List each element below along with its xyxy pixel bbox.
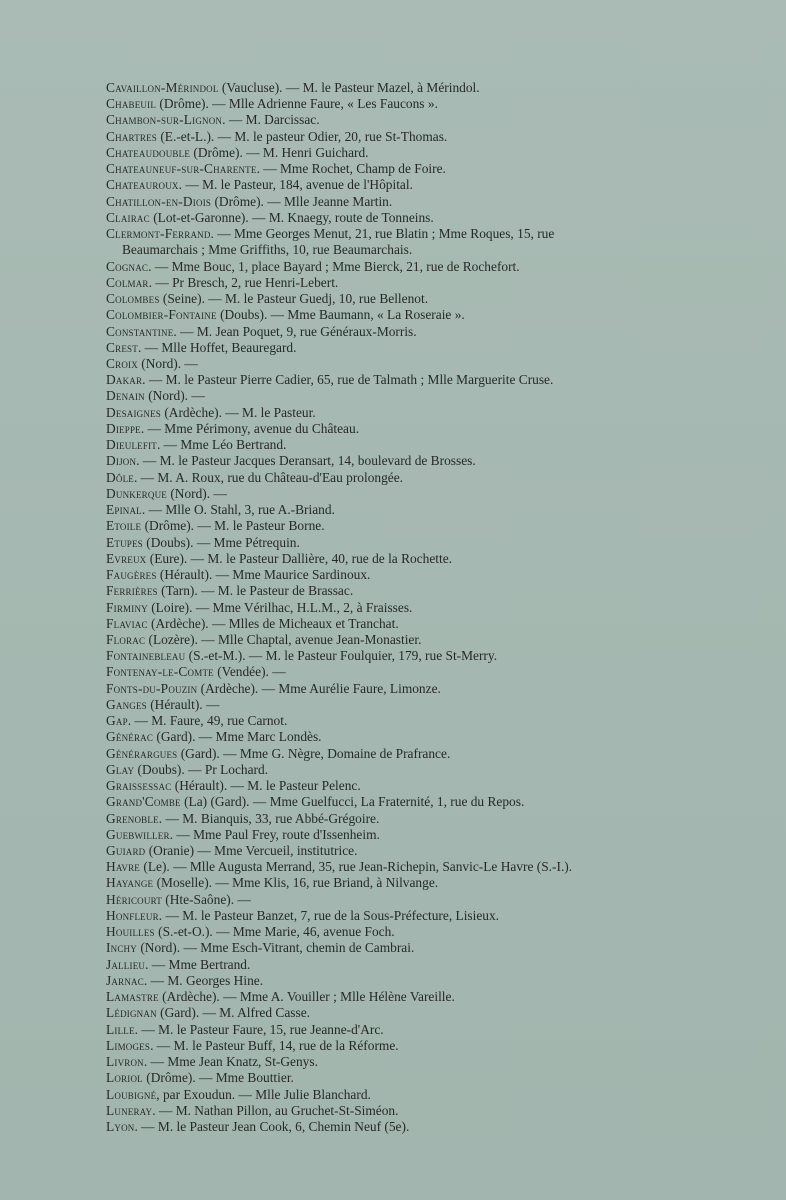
directory-entry	[106, 372, 630, 388]
entry-place: Clairac	[106, 209, 150, 225]
entry-place: Cognac	[106, 258, 149, 274]
entry-place: Dôle	[106, 469, 134, 485]
directory-entry	[106, 1005, 630, 1021]
entry-place: Dijon	[106, 453, 137, 469]
entry-place: Etupes	[106, 534, 143, 550]
entry-details: (Oranie) — Mme Vercueil, institutrice.	[145, 843, 358, 859]
entry-place: Crest	[106, 339, 138, 355]
entry-place: Grenoble	[106, 810, 159, 826]
entry-details: (Gard). — Mme Marc Londès.	[153, 729, 322, 745]
entry-details: . — M. le Pasteur Jacques Deransart, 14, boulevard de Brosses.	[136, 453, 476, 469]
entry-place: Evreux	[106, 550, 147, 566]
entry-details: (Eure). — M. le Pasteur Dallière, 40, rue de la Rochette.	[146, 550, 453, 566]
entry-details: . — Mlle O. Stahl, 3, rue A.-Briand.	[141, 502, 335, 518]
directory-entry	[106, 226, 630, 258]
entry-details: (Nord). —	[144, 388, 205, 404]
entry-place: Lille	[106, 1021, 135, 1037]
entry-place: Ganges	[106, 696, 147, 712]
entry-place: Chatillon-en-Diois	[106, 193, 212, 209]
entry-place: Graissessac	[106, 778, 172, 794]
directory-entry	[106, 924, 630, 940]
entry-details: . — M. Jean Poquet, 9, rue Généraux-Morris.	[173, 323, 417, 339]
entry-details: . — M. Faure, 49, rue Carnot.	[127, 713, 288, 729]
entry-place: Havre	[106, 859, 141, 875]
directory-entry	[106, 421, 630, 437]
entry-details: . — Mme Paul Frey, route d'Issenheim.	[169, 826, 380, 842]
entry-details: . — M. A. Roux, rue du Château-d'Eau prolongée.	[133, 469, 404, 485]
entry-details: (Ardèche). — Mme A. Vouiller ; Mlle Hélène Vareille.	[158, 989, 455, 1005]
entry-details: (Seine). — M. le Pasteur Guedj, 10, rue Bellenot.	[159, 291, 429, 307]
entry-details: . — M. le Pasteur Banzet, 7, rue de la Sous-Préfecture, Lisieux.	[158, 907, 500, 923]
directory-entry	[106, 96, 630, 112]
entry-details: . — Mme Bertrand.	[145, 956, 251, 972]
entry-details: (Tarn). — M. le Pasteur de Brassac.	[157, 583, 354, 599]
entry-details: (Ardèche). — M. le Pasteur.	[160, 404, 316, 420]
directory-entry	[106, 502, 630, 518]
entry-place: Jallieu	[106, 956, 146, 972]
entry-place: Ferrières	[106, 583, 158, 599]
entry-place: Loriol	[106, 1070, 143, 1086]
entry-place: Epinal	[106, 502, 142, 518]
entry-place: Fontainebleau	[106, 648, 186, 664]
directory-entry	[106, 112, 630, 128]
entry-place: Héricourt	[106, 891, 162, 907]
entry-place: Luneray	[106, 1102, 153, 1118]
entry-details: . — Mme Léo Bertrand.	[156, 437, 287, 453]
directory-entry	[106, 583, 630, 599]
directory-entry	[106, 875, 630, 891]
entry-place: Lyon	[106, 1119, 135, 1134]
entry-details: . — M. Georges Hine.	[143, 972, 264, 988]
entry-place: Fontenay-le-Comte	[106, 664, 214, 680]
entry-details: (Gard). — Mme G. Nègre, Domaine de Prafrance.	[177, 745, 451, 761]
entry-place: Gap	[106, 713, 128, 729]
entry-details: . — Pr Bresch, 2, rue Henri-Lebert.	[148, 274, 339, 290]
directory-entry	[106, 746, 630, 762]
entry-place: Chateauneuf-sur-Charente	[106, 161, 257, 177]
directory-entry	[106, 405, 630, 421]
entry-place: Lédignan	[106, 1005, 157, 1021]
entry-details: (Drôme). — M. Henri Guichard.	[190, 144, 369, 160]
entry-details: . — Mme Bouc, 1, place Bayard ; Mme Bierck, 21, rue de Rochefort.	[148, 258, 520, 274]
entry-place: Desaignes	[106, 404, 161, 420]
entry-details: . — M. le Pasteur Buff, 14, rue de la Réforme.	[150, 1037, 399, 1053]
entry-place: Honfleur	[106, 907, 159, 923]
directory-entry	[106, 989, 630, 1005]
entry-details: . — M. Bianquis, 33, rue Abbé-Grégoire.	[158, 810, 380, 826]
directory-entry	[106, 973, 630, 989]
directory-entry	[106, 1103, 630, 1119]
directory-entry	[106, 1038, 630, 1054]
entry-place: Chartres	[106, 128, 157, 144]
entry-place: Lamastre	[106, 989, 159, 1005]
entry-place: Grand'Combe	[106, 794, 181, 810]
entry-details: . — M. le Pasteur Faure, 15, rue Jeanne-d'Arc.	[134, 1021, 384, 1037]
entry-details: (Hte-Saône). —	[161, 891, 251, 907]
entry-details: (Nord). —	[137, 355, 198, 371]
entry-details: (Drôme). — M. le Pasteur Borne.	[141, 518, 325, 534]
directory-entry	[106, 356, 630, 372]
entry-place: Dakar	[106, 372, 143, 388]
entry-place: Dieppe	[106, 420, 141, 436]
directory-entry	[106, 453, 630, 469]
entry-details: . — Mme Jean Knatz, St-Genys.	[143, 1054, 318, 1070]
entry-place: Dieulefit	[106, 437, 157, 453]
directory-entry	[106, 486, 630, 502]
directory-entry	[106, 811, 630, 827]
entry-details: . — Mme Georges Menut, 21, rue Blatin ; Mme Roques, 15, rue Beaumarchais ; Mme Griffiths, 10, rue Beaumarchais.	[122, 226, 555, 258]
entry-details: (Drôme). — Mlle Adrienne Faure, « Les Faucons ».	[156, 96, 438, 112]
entry-details: (Nord). —	[166, 485, 227, 501]
directory-entry	[106, 1087, 630, 1103]
directory-entry	[106, 259, 630, 275]
entry-place: Denain	[106, 388, 145, 404]
directory-entry	[106, 194, 630, 210]
entry-details: (Drôme). — Mme Bouttier.	[142, 1070, 294, 1086]
directory-entry	[106, 762, 630, 778]
entry-place: Limoges	[106, 1037, 151, 1053]
directory-entry	[106, 437, 630, 453]
entry-place: Générargues	[106, 745, 178, 761]
directory-entry	[106, 340, 630, 356]
entry-details: (Drôme). — Mlle Jeanne Martin.	[211, 193, 393, 209]
directory-entry	[106, 307, 630, 323]
entry-place: Etoile	[106, 518, 142, 534]
entry-place: Chambon-sur-Lignon	[106, 112, 223, 128]
directory-entry	[106, 859, 630, 875]
directory-entry	[106, 908, 630, 924]
entry-details: (Hérault). —	[146, 696, 220, 712]
entry-details: . — Mme Périmony, avenue du Château.	[140, 420, 360, 436]
entry-details: (Vendée). —	[213, 664, 286, 680]
directory-entry	[106, 80, 630, 96]
directory-entry	[106, 713, 630, 729]
directory-entry	[106, 729, 630, 745]
entry-place: Fonts-du-Pouzin	[106, 680, 198, 696]
entry-details: (La) (Gard). — Mme Guelfucci, La Fraternité, 1, rue du Repos.	[180, 794, 525, 810]
directory-entry	[106, 470, 630, 486]
entry-place: Colombier-Fontaine	[106, 307, 217, 323]
directory-entry	[106, 632, 630, 648]
directory-entry	[106, 681, 630, 697]
entry-place: Loubigné	[106, 1086, 157, 1102]
directory-entry	[106, 616, 630, 632]
directory-entry	[106, 161, 630, 177]
directory-entry	[106, 518, 630, 534]
entry-details: (Moselle). — Mme Klis, 16, rue Briand, à Nilvange.	[153, 875, 439, 891]
entry-details: . — M. Darcissac.	[222, 112, 320, 128]
entry-place: Colmar	[106, 274, 149, 290]
directory-entry	[106, 567, 630, 583]
entry-details: (Ardèche). — Mme Aurélie Faure, Limonze.	[197, 680, 441, 696]
directory-entry	[106, 843, 630, 859]
entry-details: (Vaucluse). — M. le Pasteur Mazel, à Mérindol.	[218, 80, 480, 95]
entry-place: Houilles	[106, 924, 155, 940]
directory-entry	[106, 600, 630, 616]
entry-details: (Hérault). — Mme Maurice Sardinoux.	[156, 567, 371, 583]
entry-place: Guebwiller	[106, 826, 170, 842]
directory-entry	[106, 177, 630, 193]
entry-place: Chateaudouble	[106, 144, 191, 160]
entry-place: Colombes	[106, 291, 160, 307]
entry-place: Inchy	[106, 940, 137, 956]
entry-place: Florac	[106, 631, 146, 647]
entry-place: Firminy	[106, 599, 148, 615]
directory-entry	[106, 535, 630, 551]
entry-details: (Le). — Mlle Augusta Merrand, 35, rue Jean-Richepin, Sanvic-Le Havre (S.-I.).	[140, 859, 573, 875]
directory-entry	[106, 324, 630, 340]
directory-entry	[106, 551, 630, 567]
directory-entry	[106, 957, 630, 973]
entry-place: Dunkerque	[106, 485, 167, 501]
entry-details: . — M. le Pasteur Pierre Cadier, 65, rue de Talmath ; Mlle Marguerite Cruse.	[142, 372, 554, 388]
entry-details: (E.-et-L.). — M. le pasteur Odier, 20, rue St-Thomas.	[157, 128, 448, 144]
entry-details: (Doubs). — Mme Baumann, « La Roseraie ».	[216, 307, 465, 323]
directory-entry	[106, 1022, 630, 1038]
entry-place: Constantine	[106, 323, 174, 339]
directory-entry	[106, 388, 630, 404]
entry-place: Chabeuil	[106, 96, 157, 112]
directory-entry	[106, 827, 630, 843]
entry-details: . — Mme Rochet, Champ de Foire.	[256, 161, 446, 177]
entry-place: Clermont-Ferrand	[106, 226, 211, 242]
directory-entry	[106, 892, 630, 908]
entry-details: . — M. le Pasteur, 184, avenue de l'Hôpital.	[178, 177, 413, 193]
entry-place: Cavaillon-Mérindol	[106, 80, 219, 95]
entry-details: (Lozère). — Mlle Chaptal, avenue Jean-Monastier.	[145, 631, 422, 647]
directory-entry	[106, 145, 630, 161]
entry-place: Générac	[106, 729, 154, 745]
directory-list	[106, 80, 630, 1135]
entry-details: , par Exoudun. — Mlle Julie Blanchard.	[156, 1086, 371, 1102]
entry-details: (S.-et-O.). — Mme Marie, 46, avenue Foch.	[154, 924, 395, 940]
directory-entry	[106, 210, 630, 226]
directory-entry	[106, 1070, 630, 1086]
entry-details: (Hérault). — M. le Pasteur Pelenc.	[171, 778, 361, 794]
directory-entry	[106, 291, 630, 307]
directory-entry	[106, 648, 630, 664]
directory-entry	[106, 697, 630, 713]
entry-place: Faugères	[106, 567, 157, 583]
entry-details: (Doubs). — Mme Pétrequin.	[142, 534, 300, 550]
directory-entry	[106, 664, 630, 680]
directory-entry	[106, 275, 630, 291]
entry-details: (Ardèche). — Mlles de Micheaux et Tranchat.	[147, 615, 399, 631]
entry-place: Guiard	[106, 843, 146, 859]
entry-place: Glay	[106, 761, 135, 777]
directory-entry	[106, 794, 630, 810]
directory-entry	[106, 129, 630, 145]
entry-place: Chateauroux	[106, 177, 179, 193]
entry-place: Flaviac	[106, 615, 148, 631]
entry-details: (Doubs). — Pr Lochard.	[134, 761, 269, 777]
entry-details: . — Mlle Hoffet, Beauregard.	[137, 339, 297, 355]
directory-entry	[106, 1054, 630, 1070]
entry-details: (Gard). — M. Alfred Casse.	[156, 1005, 310, 1021]
entry-place: Livron	[106, 1054, 144, 1070]
directory-entry	[106, 778, 630, 794]
directory-entry	[106, 940, 630, 956]
entry-place: Croix	[106, 355, 138, 371]
entry-details: (Nord). — Mme Esch-Vitrant, chemin de Cambrai.	[136, 940, 415, 956]
entry-details: (Lot-et-Garonne). — M. Knaegy, route de Tonneins.	[149, 209, 434, 225]
entry-details: (Loire). — Mme Vérilhac, H.L.M., 2, à Fraisses.	[147, 599, 413, 615]
entry-details: . — M. Nathan Pillon, au Gruchet-St-Siméon.	[152, 1102, 399, 1118]
entry-place: Hayange	[106, 875, 154, 891]
directory-entry	[106, 1119, 630, 1135]
entry-place: Jarnac	[106, 972, 144, 988]
entry-details: (S.-et-M.). — M. le Pasteur Foulquier, 179, rue St-Merry.	[185, 648, 498, 664]
entry-details: . — M. le Pasteur Jean Cook, 6, Chemin Neuf (5e).	[134, 1119, 410, 1134]
